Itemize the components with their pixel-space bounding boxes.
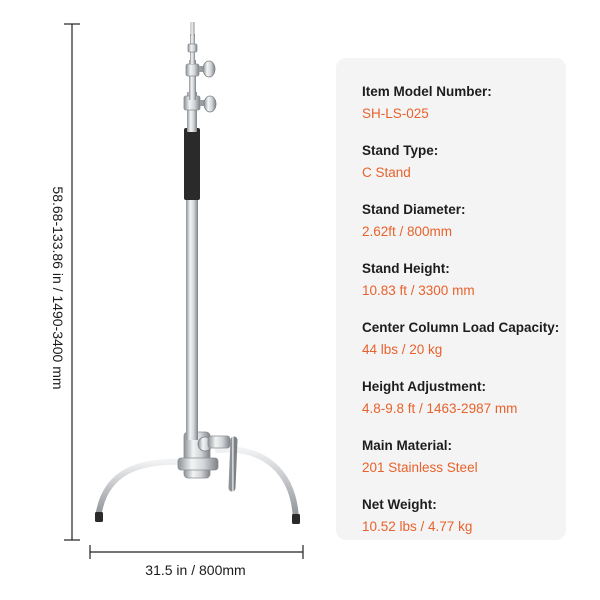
width-dimension-line bbox=[90, 545, 303, 559]
spec-value: 201 Stainless Steel bbox=[362, 460, 478, 475]
spec-label: Item Model Number: bbox=[362, 84, 492, 99]
spec-item-net-weight bbox=[362, 497, 566, 535]
spec-value: 44 lbs / 20 kg bbox=[362, 342, 443, 357]
knob-icon bbox=[200, 96, 216, 112]
spec-label: Stand Diameter: bbox=[362, 202, 466, 217]
spec-value: 10.52 lbs / 4.77 kg bbox=[362, 519, 473, 534]
spec-item-height-adjustment bbox=[362, 379, 566, 417]
height-dimension-label: 58.68-133.86 in / 1490-3400 mm bbox=[50, 186, 66, 390]
spec-value: C Stand bbox=[362, 165, 411, 180]
spec-label: Height Adjustment: bbox=[362, 379, 486, 394]
spec-item-stand-height bbox=[362, 261, 566, 299]
spec-value: 10.83 ft / 3300 mm bbox=[362, 283, 475, 298]
spec-label: Stand Height: bbox=[362, 261, 450, 276]
spec-label: Center Column Load Capacity: bbox=[362, 320, 560, 335]
spec-item-model-number bbox=[362, 84, 566, 122]
spec-value: 2.62ft / 800mm bbox=[362, 224, 453, 239]
spec-item-main-material bbox=[362, 438, 566, 476]
stand-legs bbox=[95, 432, 300, 524]
height-dimension-line bbox=[64, 24, 80, 540]
spec-card bbox=[336, 58, 566, 540]
spec-item-stand-diameter bbox=[362, 202, 566, 240]
center-column bbox=[184, 22, 216, 440]
spec-label: Main Material: bbox=[362, 438, 453, 453]
spec-value: SH-LS-025 bbox=[362, 106, 429, 121]
width-dimension-label: 31.5 in / 800mm bbox=[145, 562, 246, 578]
spec-label: Net Weight: bbox=[362, 497, 437, 512]
spec-item-stand-type bbox=[362, 143, 566, 181]
spec-label: Stand Type: bbox=[362, 143, 439, 158]
knob-icon bbox=[199, 61, 215, 77]
spec-item-load-capacity bbox=[362, 320, 566, 358]
spec-value: 4.8-9.8 ft / 1463-2987 mm bbox=[362, 401, 518, 416]
